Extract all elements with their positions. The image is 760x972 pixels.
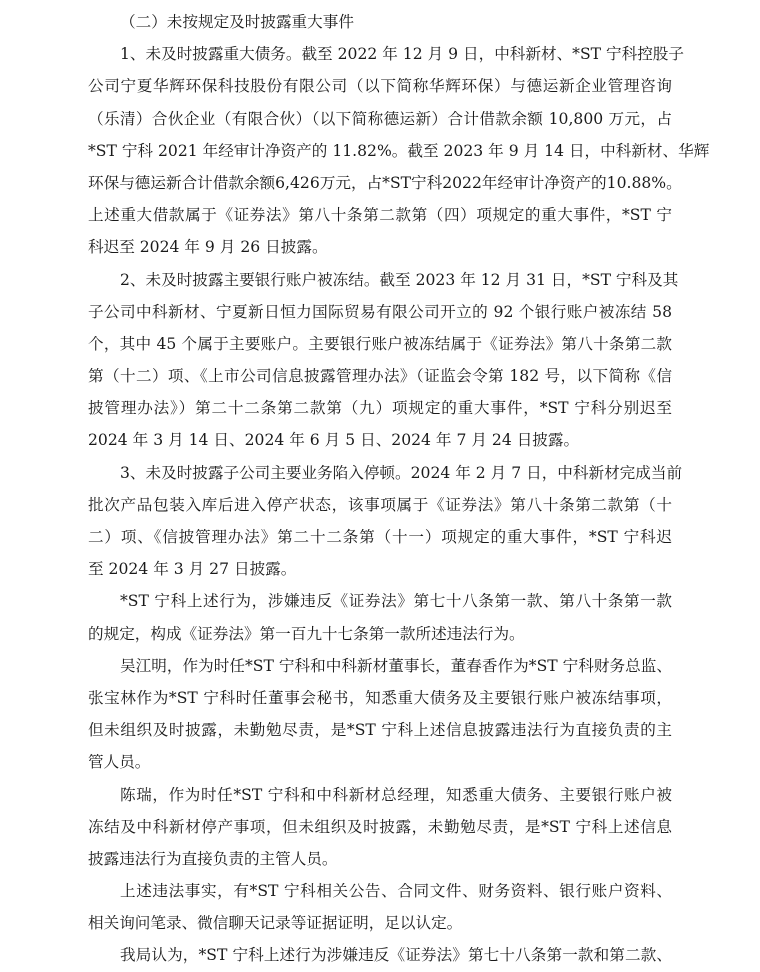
text-line xyxy=(88,907,672,939)
line-text: 管人员。 xyxy=(88,753,151,772)
text-line xyxy=(88,264,679,296)
text-line xyxy=(88,70,672,102)
paragraph-item-1 xyxy=(88,38,710,263)
paragraph-bureau-opinion xyxy=(88,939,672,971)
line-text: 张宝林作为*ST 宁科时任董事会秘书，知悉重大债务及主要银行账户被冻结事项， xyxy=(88,688,672,707)
text-line xyxy=(88,328,672,360)
line-text: 1、未及时披露重大债务。截至 2022 年 12 月 9 日，中科新材、*ST 宁科控股子 xyxy=(120,45,684,64)
text-line xyxy=(88,103,672,135)
line-text: 3、未及时披露子公司主要业务陷入停顿。2024 年 2 月 7 日，中科新材完成当前 xyxy=(120,463,683,482)
line-text: 个，其中 45 个属于主要账户。主要银行账户被冻结属于《证券法》第八十条第二款 xyxy=(88,334,672,353)
text-line xyxy=(88,875,672,907)
line-text: 公司宁夏华辉环保科技股份有限公司（以下简称华辉环保）与德运新企业管理咨询 xyxy=(88,77,672,96)
text-line xyxy=(88,489,672,521)
text-line xyxy=(88,424,672,456)
text-line xyxy=(88,392,672,424)
line-text: *ST 宁科上述行为，涉嫌违反《证券法》第七十八条第一款、第八十条第一款 xyxy=(120,592,672,611)
text-line xyxy=(88,38,684,70)
line-text: 至 2024 年 3 月 27 日披露。 xyxy=(88,560,297,579)
line-text: （乐清）合伙企业（有限合伙）（以下简称德运新）合计借款余额 10,800 万元，占 xyxy=(88,109,672,128)
document-page xyxy=(88,6,710,972)
text-line xyxy=(88,779,672,811)
paragraph-responsible-persons-2 xyxy=(88,779,672,876)
text-line xyxy=(88,296,672,328)
section-heading xyxy=(88,6,672,38)
text-line xyxy=(88,585,672,617)
text-line xyxy=(88,618,672,650)
line-text: 我局认为，*ST 宁科上述行为涉嫌违反《证券法》第七十八条第一款和第二款、 xyxy=(120,946,672,965)
text-line xyxy=(88,682,672,714)
line-text: 子公司中科新材、宁夏新日恒力国际贸易有限公司开立的 92 个银行账户被冻结 58 xyxy=(88,302,672,321)
line-text: 冻结及中科新材停产事项，但未组织及时披露，未勤勉尽责，是*ST 宁科上述信息 xyxy=(88,817,672,836)
text-line xyxy=(88,553,672,585)
line-text: *ST 宁科 2021 年经审计净资产的 11.82%。截至 2023 年 9 月 14 日，中科新材、华辉 xyxy=(88,141,710,160)
line-text: 但未组织及时披露，未勤勉尽责，是*ST 宁科上述信息披露违法行为直接负责的主 xyxy=(88,721,672,740)
paragraph-responsible-persons-1 xyxy=(88,650,672,779)
line-text: 披露违法行为直接负责的主管人员。 xyxy=(88,849,338,868)
text-line xyxy=(88,746,672,778)
text-line xyxy=(88,811,672,843)
line-text: 披管理办法》）第二十二条第二款第（九）项规定的重大事件，*ST 宁科分别迟至 xyxy=(88,399,672,418)
line-text: 上述违法事实，有*ST 宁科相关公告、合同文件、财务资料、银行账户资料、 xyxy=(120,882,672,901)
text-line xyxy=(88,231,672,263)
line-text: 的规定，构成《证券法》第一百九十七条第一款所述违法行为。 xyxy=(88,624,525,643)
line-text: 相关询问笔录、微信聊天记录等证据证明，足以认定。 xyxy=(88,914,463,933)
text-line xyxy=(88,939,672,971)
line-text: 批次产品包装入库后进入停产状态，该事项属于《证券法》第八十条第二款第（十 xyxy=(88,495,672,514)
text-line xyxy=(88,650,672,682)
paragraph-item-2 xyxy=(88,264,679,457)
paragraph-item-3 xyxy=(88,457,683,586)
line-text: 环保与德运新合计借款余额6,426万元，占*ST宁科2022年经审计净资产的10.88%。 xyxy=(88,173,682,192)
text-line xyxy=(88,843,672,875)
text-line xyxy=(88,521,672,553)
line-text: 第（十二）项、《上市公司信息披露管理办法》（证监会令第 182 号，以下简称《信 xyxy=(88,367,672,386)
text-line xyxy=(88,714,672,746)
text-line xyxy=(88,360,672,392)
paragraph-conclusion-company xyxy=(88,585,672,649)
line-text: 上述重大借款属于《证券法》第八十条第二款第（四）项规定的重大事件，*ST 宁 xyxy=(88,206,672,225)
section-heading-text: （二）未按规定及时披露重大事件 xyxy=(120,13,354,31)
line-text: 2、未及时披露主要银行账户被冻结。截至 2023 年 12 月 31 日，*ST 宁科及其 xyxy=(120,270,679,289)
line-text: 二）项、《信披管理办法》第二十二条第（十一）项规定的重大事件，*ST 宁科迟 xyxy=(88,528,672,546)
text-line xyxy=(88,199,672,231)
line-text: 科迟至 2024 年 9 月 26 日披露。 xyxy=(88,238,328,257)
text-line xyxy=(88,167,682,199)
line-text: 吴江明，作为时任*ST 宁科和中科新材董事长，董春香作为*ST 宁科财务总监、 xyxy=(120,656,672,675)
paragraph-evidence xyxy=(88,875,672,939)
line-text: 2024 年 3 月 14 日、2024 年 6 月 5 日、2024 年 7 月 24 日披露。 xyxy=(88,431,580,450)
text-line xyxy=(88,135,710,167)
line-text: 陈瑞，作为时任*ST 宁科和中科新材总经理，知悉重大债务、主要银行账户被 xyxy=(120,785,672,804)
text-line xyxy=(88,457,683,489)
